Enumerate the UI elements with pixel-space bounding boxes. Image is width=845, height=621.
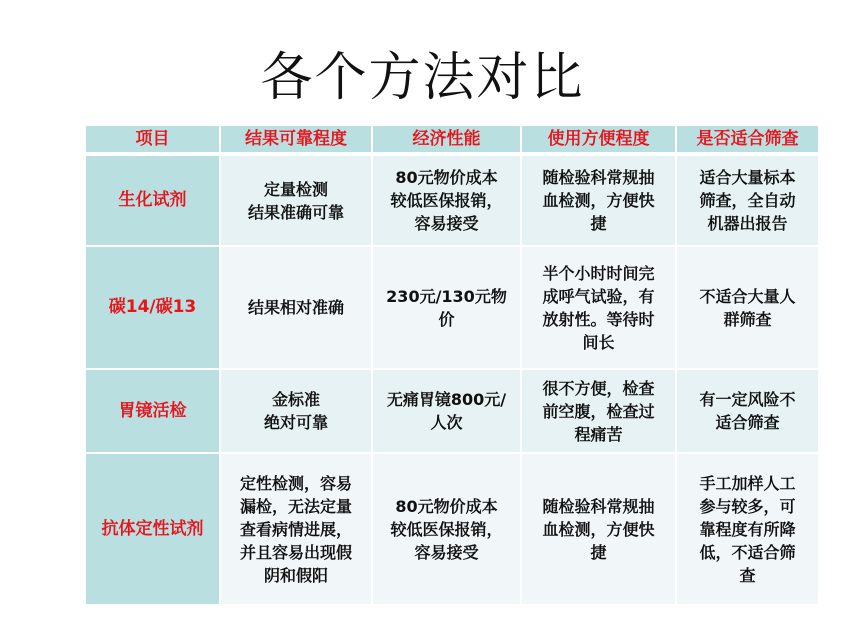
header-label: 经济性能	[412, 128, 481, 149]
header-label: 结果可靠程度	[245, 128, 347, 149]
cell-text: 随检验科常规抽 血检测，方便快 捷	[542, 168, 655, 233]
table-cell	[221, 370, 373, 454]
table-cell	[373, 247, 522, 370]
row-label-biochem	[86, 156, 221, 247]
cell-text: 80元物价成本 较低医保报销， 容易接受	[390, 168, 503, 233]
table-cell	[677, 454, 818, 606]
table-cell	[677, 370, 818, 454]
table-cell	[522, 454, 677, 606]
table-cell	[677, 156, 818, 247]
header-cell-convenience	[522, 126, 677, 156]
table-cell	[677, 247, 818, 370]
header-label: 是否适合筛查	[696, 128, 799, 149]
header-cell-screening	[677, 126, 818, 156]
row-label-text: 抗体定性试剂	[101, 518, 204, 539]
header-cell-economy	[373, 126, 522, 156]
header-cell-item	[86, 126, 221, 156]
table-cell	[522, 247, 677, 370]
cell-text: 不适合大量人 群筛查	[699, 286, 796, 329]
header-label: 项目	[135, 128, 170, 149]
row-label-text: 生化试剂	[118, 190, 187, 210]
row-label-antibody	[86, 454, 221, 606]
row-label-text: 胃镜活检	[118, 400, 187, 421]
table-cell	[221, 247, 373, 370]
row-label-gastroscopy	[86, 370, 221, 454]
table-cell	[522, 156, 677, 247]
table-cell	[221, 454, 373, 606]
table-cell	[373, 156, 522, 247]
table-cell	[522, 370, 677, 454]
cell-text: 无痛胃镜800元/ 人次	[386, 390, 507, 432]
table-cell	[373, 370, 522, 454]
cell-text: 结果相对准确	[247, 298, 344, 317]
cell-text: 适合大量标本 筛查，全自动 机器出报告	[699, 168, 796, 233]
header-cell-reliability	[221, 126, 373, 156]
cell-text: 定性检测，容易 漏检，无法定量 查看病情进展， 并且容易出现假 阴和假阳	[239, 473, 352, 585]
cell-text: 手工加样人工 参与较多，可 靠程度有所降 低，不适合筛 查	[699, 473, 796, 585]
cell-text: 半个小时时间完 成呼气试验，有 放射性。等待时 间长	[542, 263, 655, 352]
cell-text: 80元物价成本 较低医保报销， 容易接受	[390, 496, 503, 562]
cell-text: 金标准 绝对可靠	[263, 390, 328, 432]
header-label: 使用方便程度	[547, 128, 650, 149]
cell-text: 230元/130元物 价	[386, 286, 507, 329]
table-cell	[373, 454, 522, 606]
cell-text: 定量检测 结果准确可靠	[247, 179, 344, 222]
table-cell	[221, 156, 373, 247]
page-title: 各个方法对比	[260, 48, 585, 108]
cell-text: 随检验科常规抽 血检测，方便快 捷	[542, 496, 655, 562]
row-label-breath-test	[86, 247, 221, 370]
comparison-table	[86, 126, 818, 610]
cell-text: 很不方便，检查 前空腹，检查过 程痛苦	[542, 378, 655, 444]
cell-text: 有一定风险不 适合筛查	[699, 390, 796, 432]
row-label-text: 碳14/碳13	[108, 297, 197, 317]
